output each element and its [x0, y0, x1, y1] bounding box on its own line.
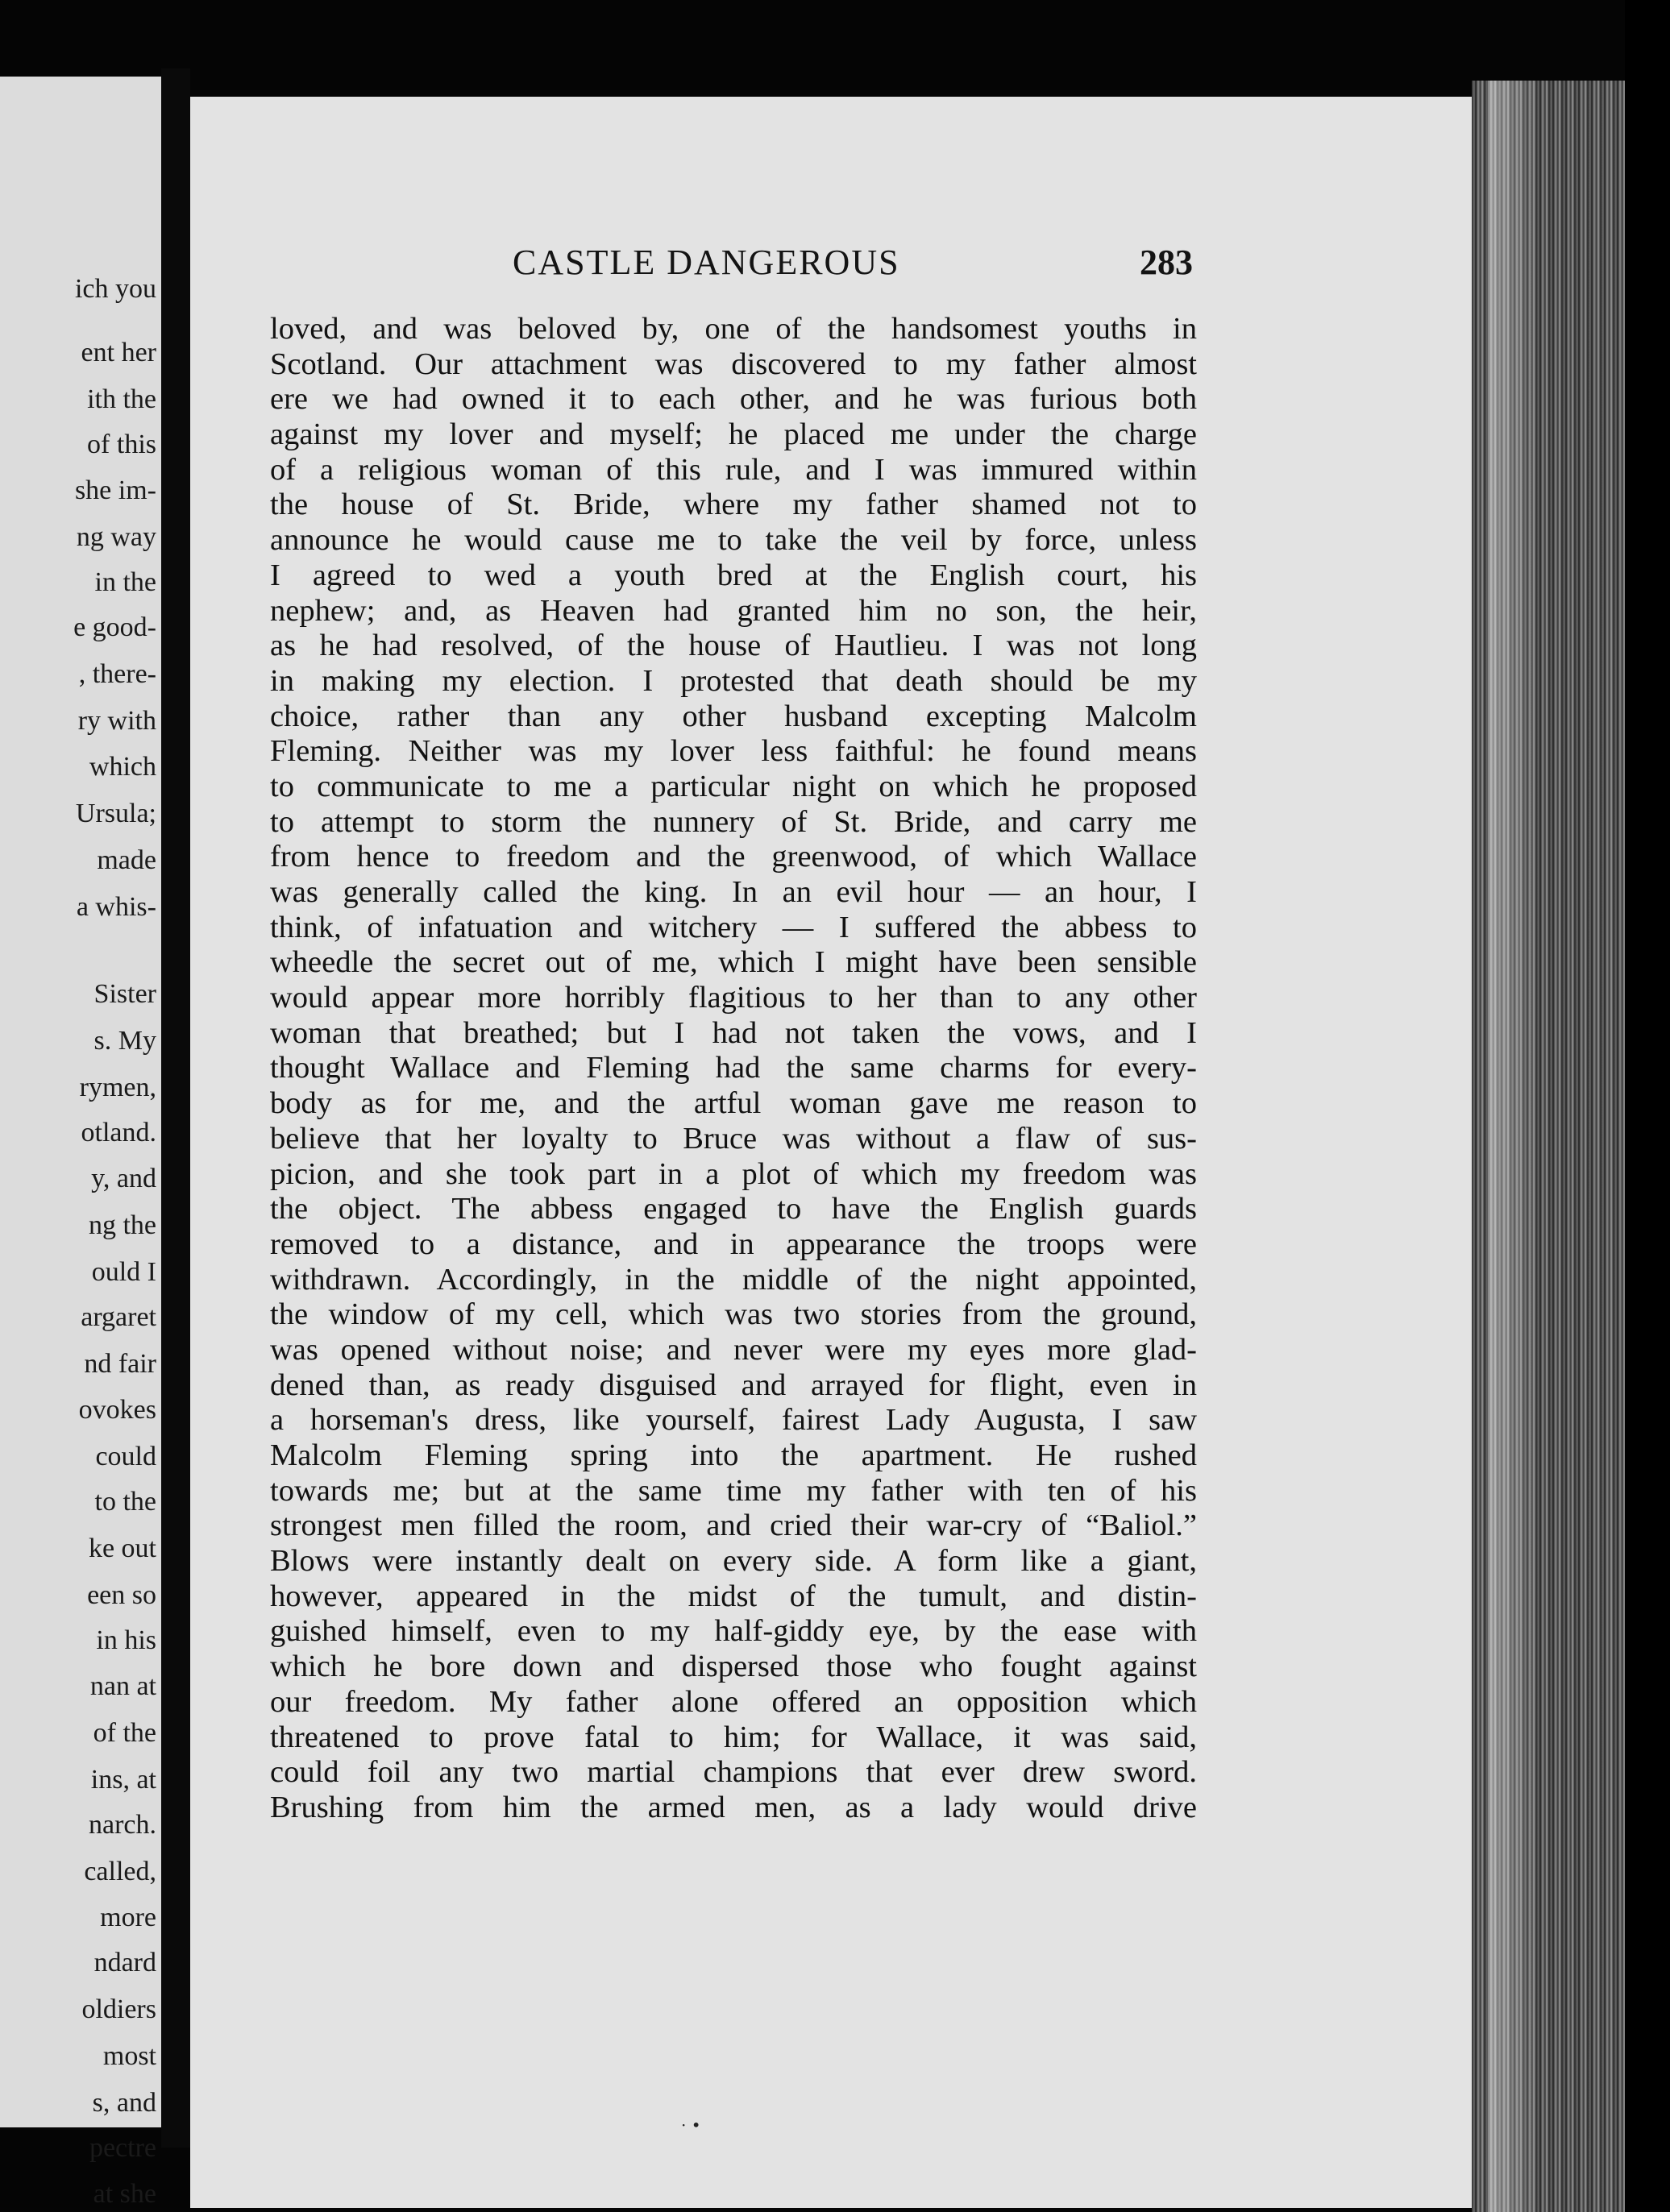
- text-line: loved, and was beloved by, one of the handsomest youths in: [270, 312, 1197, 346]
- page-number: 283: [1140, 243, 1193, 282]
- text-line: the house of St. Bride, where my father shamed not to: [270, 488, 1197, 522]
- page-edges: [1472, 81, 1625, 2212]
- printer-mark: · •: [681, 2115, 701, 2135]
- previous-page-text-fragment: ins, at: [90, 1764, 156, 1795]
- text-line: against my lover and myself; he placed me under the charge: [270, 417, 1197, 452]
- text-line: I agreed to wed a youth bred at the English court, his: [270, 558, 1197, 592]
- previous-page-text-fragment: nan at: [89, 1671, 156, 1702]
- text-line: the object. The abbess engaged to have the English guards: [270, 1192, 1197, 1226]
- previous-page-text-fragment: argaret: [81, 1301, 156, 1332]
- running-title: CASTLE DANGEROUS: [513, 243, 900, 282]
- previous-page-text-fragment: rymen,: [79, 1072, 156, 1102]
- text-line: dened than, as ready disguised and arrayed for flight, even in: [270, 1367, 1197, 1402]
- previous-page-text-fragment: called,: [84, 1856, 156, 1886]
- page-edge-highlight: [1488, 81, 1536, 2212]
- previous-page-text-fragment: at she: [93, 2179, 156, 2210]
- text-line: woman that breathed; but I had not taken the vows, and I: [270, 1015, 1197, 1050]
- text-line: from hence to freedom and the greenwood, of which Wallace: [270, 840, 1197, 874]
- text-line: would appear more horribly flagitious to her than to any other: [270, 981, 1197, 1015]
- previous-page-text-fragment: ovokes: [78, 1395, 156, 1426]
- previous-page-text-fragment: of this: [87, 429, 156, 459]
- previous-page-text-fragment: ith the: [87, 384, 156, 414]
- text-line: Brushing from him the armed men, as a lady would drive: [270, 1790, 1197, 1824]
- text-line: withdrawn. Accordingly, in the middle of the night appointed,: [270, 1262, 1197, 1297]
- text-line: Fleming. Neither was my lover less faithful: he found means: [270, 734, 1197, 769]
- previous-page-text-fragment: Ursula;: [75, 799, 156, 828]
- previous-page-text-fragment: een so: [87, 1579, 156, 1610]
- previous-page-text-fragment: s. My: [93, 1025, 156, 1056]
- previous-page-text-fragment: nd fair: [84, 1348, 156, 1379]
- previous-page-text-fragment: , there-: [78, 658, 156, 689]
- body-text: [270, 312, 1197, 1826]
- previous-page-text-fragment: ng the: [88, 1210, 156, 1240]
- text-line: a horseman's dress, like yourself, fairest Lady Augusta, I saw: [270, 1403, 1197, 1438]
- previous-page-text-fragment: could: [95, 1442, 156, 1471]
- previous-page-text-fragment: pectre: [89, 2132, 156, 2163]
- previous-page-text-fragment: most: [102, 2040, 156, 2071]
- text-line: towards me; but at the same time my father with ten of his: [270, 1473, 1197, 1508]
- previous-page-text-fragment: more: [100, 1903, 156, 1933]
- text-line: nephew; and, as Heaven had granted him no son, the heir,: [270, 593, 1197, 628]
- previous-page-text-fragment: oldiers: [81, 1994, 156, 2024]
- text-line: Scotland. Our attachment was discovered to my father almost: [270, 347, 1197, 381]
- previous-page-text-fragment: she im-: [74, 475, 156, 506]
- text-line: choice, rather than any other husband excepting Malcolm: [270, 699, 1197, 733]
- previous-page-text-fragment: made: [97, 845, 156, 875]
- text-line: Malcolm Fleming spring into the apartment. He rushed: [270, 1438, 1197, 1472]
- previous-page-text-fragment: Sister: [93, 979, 156, 1009]
- text-line: thought Wallace and Fleming had the same charms for every-: [270, 1051, 1197, 1085]
- text-line: could foil any two martial champions that ever drew sword.: [270, 1755, 1197, 1790]
- previous-page-text-fragment: to the: [94, 1487, 156, 1517]
- text-line: guished himself, even to my half-giddy eye, by the ease with: [270, 1614, 1197, 1649]
- scan-border: [1625, 0, 1670, 2212]
- text-line: removed to a distance, and in appearance the troops were: [270, 1226, 1197, 1261]
- text-line: strongest men filled the room, and cried their war-cry of “Baliol.”: [270, 1509, 1197, 1543]
- previous-page-text-fragment: ich you: [74, 274, 156, 304]
- previous-page-text-fragment: otland.: [81, 1117, 156, 1148]
- text-line: picion, and she took part in a plot of which my freedom was: [270, 1156, 1197, 1191]
- previous-page-text-fragment: in the: [94, 567, 156, 597]
- running-head: [322, 242, 1193, 290]
- text-line: to attempt to storm the nunnery of St. Bride, and carry me: [270, 804, 1197, 839]
- previous-page-text-fragment: e good-: [73, 612, 156, 642]
- previous-page-text-fragment: ent her: [81, 337, 156, 367]
- text-line: however, appeared in the midst of the tumult, and distin-: [270, 1579, 1197, 1613]
- previous-page-text-fragment: ould I: [91, 1256, 156, 1287]
- previous-page-text-fragment: in his: [96, 1625, 156, 1655]
- previous-page-text-fragment: ndard: [93, 1948, 156, 1978]
- previous-page-text-fragment: ke out: [88, 1533, 156, 1563]
- text-line: was opened without noise; and never were my eyes more glad-: [270, 1332, 1197, 1367]
- text-line: to communicate to me a particular night on which he proposed: [270, 769, 1197, 803]
- text-line: wheedle the secret out of me, which I might have been sensible: [270, 945, 1197, 980]
- previous-page-text-fragment: of the: [93, 1718, 156, 1748]
- previous-page-text-fragment: ng way: [76, 522, 156, 552]
- previous-page-fragment: [0, 77, 161, 2210]
- book-gutter: [161, 68, 190, 2148]
- text-line: as he had resolved, of the house of Hautlieu. I was not long: [270, 629, 1197, 663]
- previous-page-text-fragment: y, and: [91, 1164, 156, 1194]
- text-line: our freedom. My father alone offered an opposition which: [270, 1684, 1197, 1719]
- text-line: ere we had owned it to each other, and he was furious both: [270, 382, 1197, 417]
- text-line: announce he would cause me to take the veil by force, unless: [270, 523, 1197, 558]
- text-line: think, of infatuation and witchery — I suffered the abbess to: [270, 910, 1197, 944]
- text-line: the window of my cell, which was two stories from the ground,: [270, 1297, 1197, 1332]
- previous-page-text-fragment: s, and: [92, 2087, 156, 2118]
- previous-page-text-fragment: ry with: [77, 705, 156, 736]
- text-line: threatened to prove fatal to him; for Wallace, it was said,: [270, 1720, 1197, 1754]
- text-line: of a religious woman of this rule, and I was immured within: [270, 452, 1197, 487]
- previous-page-text-fragment: narch.: [88, 1809, 156, 1840]
- text-line: was generally called the king. In an evil hour — an hour, I: [270, 875, 1197, 909]
- previous-page-text-fragment: a whis-: [76, 891, 156, 922]
- text-line: believe that her loyalty to Bruce was without a flaw of sus-: [270, 1121, 1197, 1156]
- text-line: Blows were instantly dealt on every side. A form like a giant,: [270, 1544, 1197, 1579]
- text-line: body as for me, and the artful woman gave me reason to: [270, 1086, 1197, 1121]
- text-line: which he bore down and dispersed those who fought against: [270, 1650, 1197, 1684]
- text-line: in making my election. I protested that death should be my: [270, 663, 1197, 698]
- previous-page-text-fragment: which: [89, 752, 156, 782]
